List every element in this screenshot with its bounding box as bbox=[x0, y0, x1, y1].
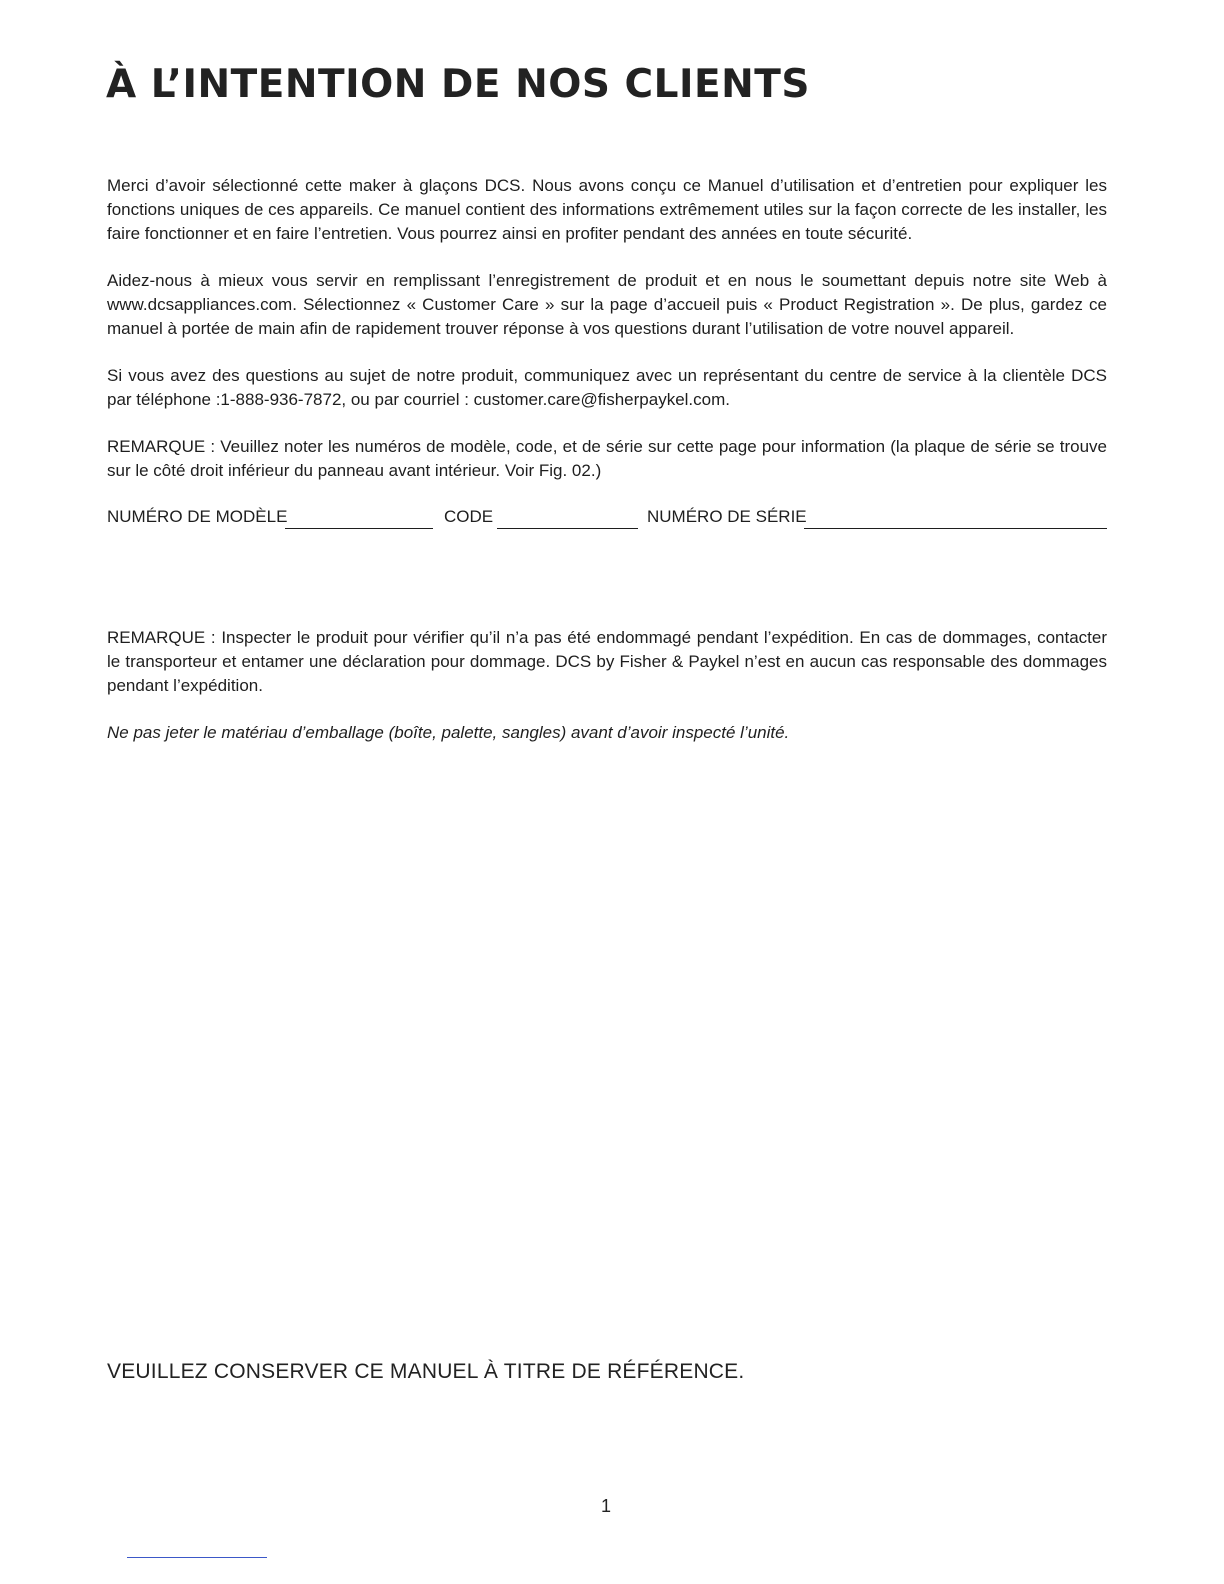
page-number: 1 bbox=[600, 1496, 611, 1516]
inspection-note-paragraph: REMARQUE : Inspecter le produit pour vérifier qu’il n’a pas été endommagé pendant l’expédition. En cas de dommages, contacter le transporteur et entamer une déclaration pour dommage. DCS by Fisher & Paykel n’est en aucun cas responsable des dommages pendant l’expédition. bbox=[107, 628, 1107, 695]
serial-number-label: NUMÉRO DE SÉRIE bbox=[647, 507, 807, 526]
model-number-label: NUMÉRO DE MODÈLE bbox=[107, 507, 288, 526]
footnote-divider bbox=[127, 1557, 267, 1558]
serial-number-field[interactable] bbox=[804, 528, 1107, 529]
keep-manual-notice: VEUILLEZ CONSERVER CE MANUEL À TITRE DE RÉFÉRENCE. bbox=[107, 1360, 745, 1383]
contact-paragraph: Si vous avez des questions au sujet de notre produit, communiquez avec un représentant du centre de service à la clientèle DCS par téléphone :1-888-936-7872, ou par courriel : customer.care@fisherpaykel.com. bbox=[107, 366, 1107, 409]
packaging-warning: Ne pas jeter le matériau d’emballage (boîte, palette, sangles) avant d’avoir inspecté l’unité. bbox=[107, 723, 790, 742]
page-title: À L’INTENTION DE NOS CLIENTS bbox=[106, 62, 810, 107]
intro-paragraph: Merci d’avoir sélectionné cette maker à glaçons DCS. Nous avons conçu ce Manuel d’utilisation et d’entretien pour expliquer les fonctions uniques de ces appareils. Ce manuel contient des informations extrêmement utiles sur la façon correcte de les installer, les faire fonctionner et en faire l’entretien. Vous pourrez ainsi en profiter pendant des années en toute sécurité. bbox=[107, 176, 1107, 243]
product-info-form bbox=[107, 507, 1107, 533]
serial-note-paragraph: REMARQUE : Veuillez noter les numéros de modèle, code, et de série sur cette page pour information (la plaque de série se trouve sur le côté droit inférieur du panneau avant intérieur. Voir Fig. 02.) bbox=[107, 437, 1107, 480]
model-number-field[interactable] bbox=[285, 528, 433, 529]
code-field[interactable] bbox=[497, 528, 638, 529]
code-label: CODE bbox=[444, 507, 494, 526]
registration-paragraph: Aidez-nous à mieux vous servir en remplissant l’enregistrement de produit et en nous le soumettant depuis notre site Web à www.dcsappliances.com. Sélectionnez « Customer Care » sur la page d’accueil puis « Product Registration ». De plus, gardez ce manuel à portée de main afin de rapidement trouver réponse à vos questions durant l’utilisation de votre nouvel appareil. bbox=[107, 271, 1107, 338]
